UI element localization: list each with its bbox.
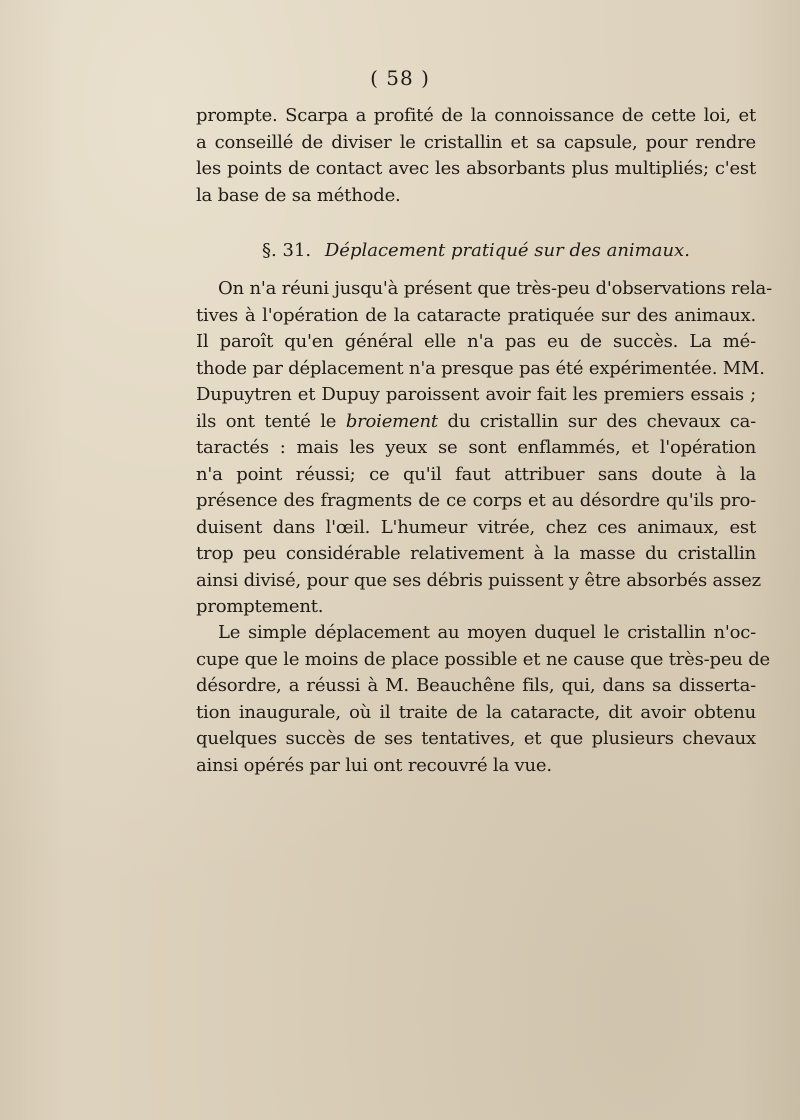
text-line: Le simple déplacement au moyen duquel le cristallin n'oc- <box>218 622 756 643</box>
text-line: Il paroît qu'en général elle n'a pas eu de succès. La mé- <box>196 331 756 352</box>
text-line: quelques succès de ses tentatives, et que plusieurs chevaux <box>196 728 756 749</box>
text-line: désordre, a réussi à M. Beauchêne fils, qui, dans sa disserta- <box>196 675 756 696</box>
italic-term: broiement <box>345 410 438 432</box>
text-line: la base de sa méthode. <box>196 184 401 206</box>
text-line: Dupuytren et Dupuy paroissent avoir fait les premiers essais ; <box>196 384 756 405</box>
section-number: §. 31. <box>262 240 312 261</box>
text-line: cupe que le moins de place possible et ne cause que très-peu de <box>196 648 770 670</box>
paragraph-2 <box>196 276 772 621</box>
text-line: les points de contact avec les absorbants plus multipliés; c'est <box>196 158 756 179</box>
text-line: On n'a réuni jusqu'à présent que très-peu d'observations rela- <box>218 278 772 299</box>
text-line: ainsi opérés par lui ont recouvré la vue. <box>196 754 552 776</box>
text-line: a conseillé de diviser le cristallin et sa capsule, pour rendre <box>196 131 756 153</box>
text-line: ils ont tenté le broiement du cristallin sur des chevaux ca- <box>196 410 756 432</box>
text-line: ainsi divisé, pour que ses débris puissent y être absorbés assez <box>196 569 761 591</box>
text-line: trop peu considérable relativement à la masse du cristallin <box>196 543 756 564</box>
text-line: thode par déplacement n'a presque pas été expérimentée. MM. <box>196 357 765 379</box>
paragraph-3 <box>196 620 770 779</box>
text-line: prompte. Scarpa a profité de la connoissance de cette loi, et <box>196 105 756 126</box>
text-line: n'a point réussi; ce qu'il faut attribuer sans doute à la <box>196 463 756 485</box>
section-heading <box>196 240 756 261</box>
section-title: Déplacement pratiqué sur des animaux. <box>324 240 690 261</box>
text-line: promptement. <box>196 596 324 617</box>
text-line: tion inaugurale, où il traite de la cataracte, dit avoir obtenu <box>196 701 756 723</box>
text-line: duisent dans l'œil. L'humeur vitrée, chez ces animaux, est <box>196 516 756 538</box>
text-line: taractés : mais les yeux se sont enflammés, et l'opération <box>196 437 756 458</box>
page-number: ( 58 ) <box>370 66 430 90</box>
text-line: tives à l'opération de la cataracte pratiquée sur des animaux. <box>196 304 756 326</box>
text-line: présence des fragments de ce corps et au désordre qu'ils pro- <box>196 490 756 511</box>
paragraph-1 <box>196 103 756 209</box>
